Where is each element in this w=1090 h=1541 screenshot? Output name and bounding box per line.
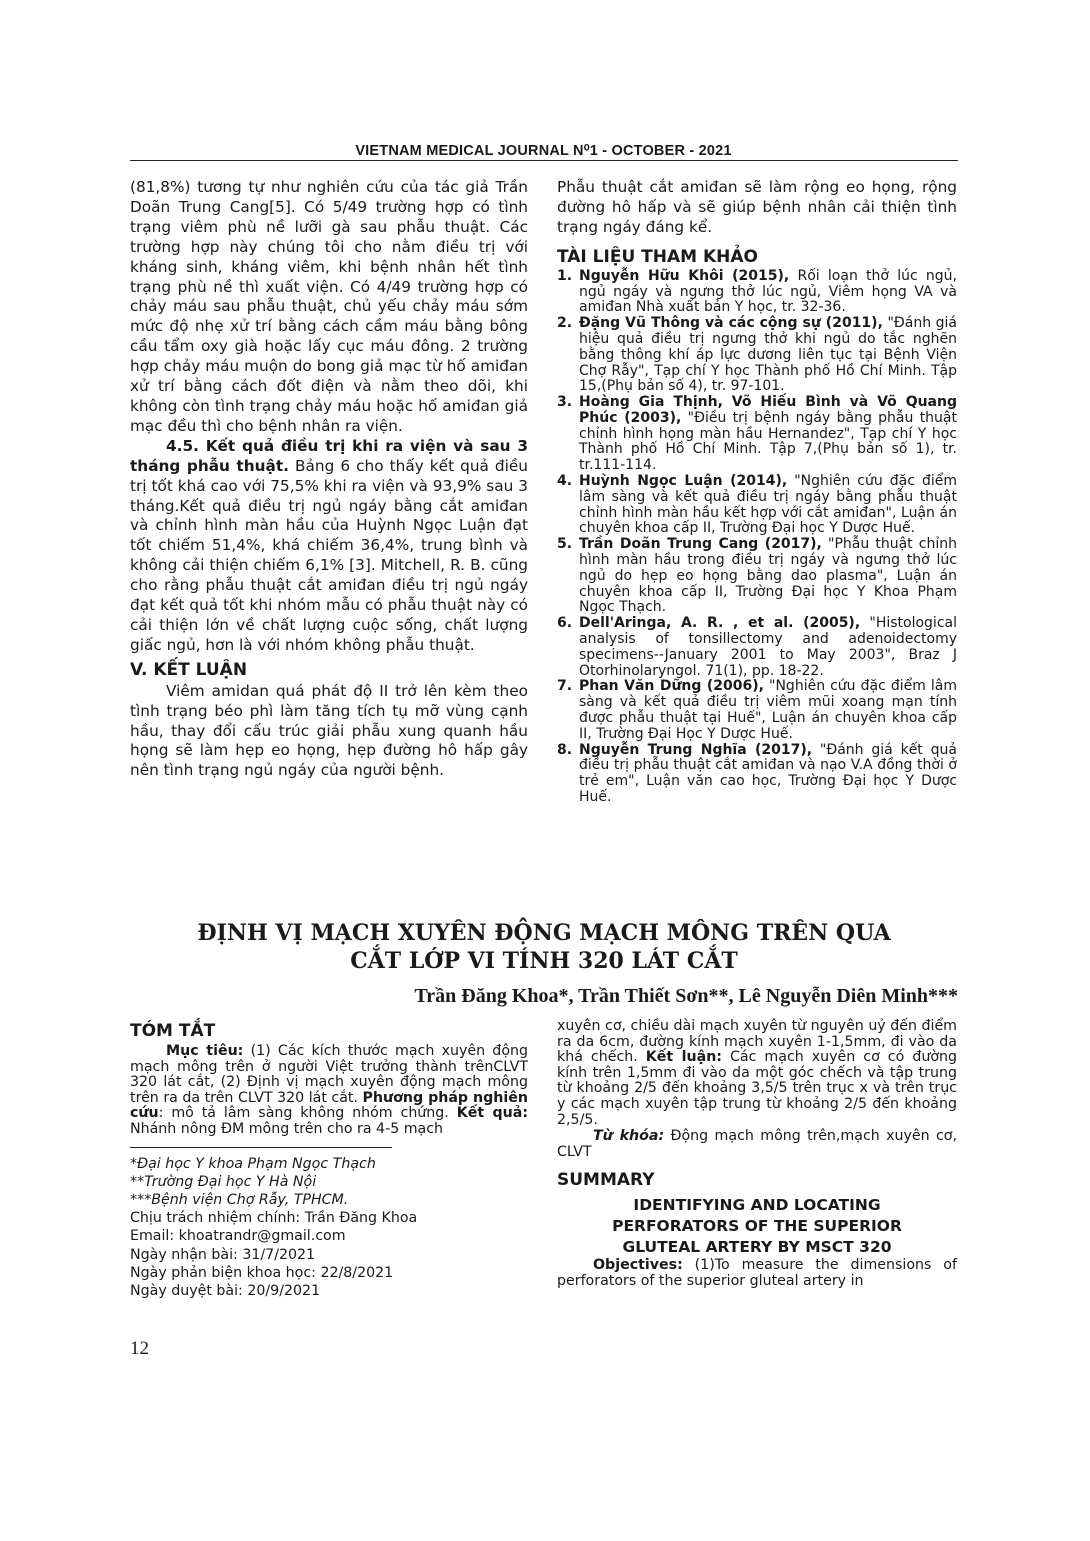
footnotes — [130, 1155, 528, 1301]
reference-number: 8. — [557, 741, 573, 758]
results-heading: 4.5. Kết quả điều trị khi ra viện và sau 3 tháng phẫu thuật. — [130, 436, 528, 475]
discussion-paragraph: (81,8%) tương tự như nghiên cứu của tác giả Trần Doãn Trung Cang[5]. Có 5/49 trường hợp có tình trạng viêm phù nề lưỡi gà sau phẫu thuật. Các trường hợp này chúng tôi cho nằm điều trị với kháng sinh, kháng viêm, khi bệnh nhân hết tình trạng phù nề thì xuất viện. Có 4/49 trường hợp có chảy máu sau phẫu thuật, chủ yếu chảy máu sớm mức độ nhẹ xử trí bằng cách cầm máu bằng bông cầu tẩm oxy già hoặc lấy cục máu đông. 2 trường hợp chảy máu muộn do bong giả mạc từ hố amiđan xử trí bằng cách đốt điện và nằm theo dõi, khi không còn tình trạng chảy máu hoặc hố amiđan giả mạc đều thì cho bệnh nhân ra viện. — [130, 178, 528, 435]
reference-number: 3. — [557, 394, 573, 411]
reference-number: 4. — [557, 473, 573, 490]
affiliation-2: **Trường Đại học Y Hà Nội — [130, 1173, 317, 1190]
result-label: Kết quả: — [456, 1105, 528, 1122]
result-text-continued: xuyên cơ, chiều dài mạch xuyên từ nguyên uỷ đến điểm ra da 6cm, đường kính mạch xuyên 1-1,5mm, đi vào da khá chếch. — [557, 1018, 957, 1066]
reference-authors: Dell'Aringa, A. R. , et al. (2005), — [579, 615, 861, 632]
reference-authors: Huỳnh Ngọc Luận (2014), — [579, 473, 788, 490]
abstract-continued — [557, 1019, 957, 1128]
reference-text: "Đánh giá hiệu quả điều trị ngưng thở khi ngủ do tắc nghẽn bằng thông khí áp lực dương liên tục tại Bệnh Viện Chợ Rẫy", Tạp chí Y học Thành phố Hồ Chí Minh. Tập 15,(Phụ bản số 4), tr. 97-101. — [579, 315, 957, 395]
journal-header: VIETNAM MEDICAL JOURNAL N⁰1 - OCTOBER - 2021 — [355, 143, 732, 159]
received-date: Ngày nhận bài: 31/7/2021 — [130, 1246, 316, 1263]
reference-number: 5. — [557, 536, 573, 553]
abstract-left-column — [130, 1021, 528, 1300]
summary-heading: SUMMARY — [557, 1170, 655, 1191]
reference-text: "Phẫu thuật chỉnh hình màn hầu trong điều trị ngáy và ngưng thở lúc ngủ do hẹp eo họng bằng dao plasma", Luận án chuyên khoa cấp II, Trường Đại học Y Khoa Phạm Ngọc Thạch. — [579, 536, 957, 616]
reference-item — [557, 616, 957, 679]
conclusion-heading: V. KẾT LUẬN — [130, 659, 248, 680]
objective-label: Mục tiêu: — [166, 1043, 244, 1059]
reference-item — [557, 474, 957, 537]
reference-item — [557, 395, 957, 474]
article-title — [130, 919, 958, 975]
reference-item — [557, 537, 957, 616]
accepted-date: Ngày duyệt bài: 20/9/2021 — [130, 1282, 321, 1299]
article-authors: Trần Đăng Khoa*, Trần Thiết Sơn**, Lê Nguyễn Diên Minh*** — [414, 985, 958, 1007]
reference-text: Rối loạn thở lúc ngủ, ngủ ngáy và ngưng thở lúc ngủ, Viêm họng VA và amiđan Nhà xuất bản Y học, tr. 32-36. — [579, 267, 957, 316]
reference-authors: Hoàng Gia Thịnh, Võ Hiếu Bình và Võ Quang Phúc (2003), — [579, 394, 957, 426]
page-number: 12 — [130, 1338, 149, 1359]
summary-title-line-3: GLUTEAL ARTERY BY MSCT 320 — [622, 1238, 892, 1257]
keywords — [557, 1129, 957, 1160]
reference-authors: Trần Doãn Trung Cang (2017), — [579, 536, 822, 553]
footnote-rule — [130, 1147, 392, 1148]
reviewed-date: Ngày phản biện khoa học: 22/8/2021 — [130, 1264, 394, 1281]
header-rule — [130, 160, 958, 161]
reference-number: 7. — [557, 678, 573, 695]
abstract-right-column — [557, 1019, 957, 1290]
reference-text: "Nghiên cứu đặc điểm lâm sàng và kết quả điều trị viêm mũi xoang mạn tính được phẫu thuật tại Huế", Luận án chuyên khoa cấp II, Trường Đại Học Y Dược Huế. — [579, 678, 957, 742]
affiliation-1: *Đại học Y khoa Phạm Ngọc Thạch — [130, 1155, 376, 1172]
conclusion-paragraph: Viêm amidan quá phát độ II trở lên kèm theo tình trạng béo phì làm tăng tích tụ mỡ vùng cạnh hầu, thay đổi cấu trúc giải phẫu xung quanh hầu họng sẽ làm hẹp eo họng, hẹp đường hô hấp gây nên tình trạng ngủ ngáy của người bệnh. — [130, 681, 528, 780]
method-label: Phương pháp nghiên cứu — [130, 1089, 528, 1122]
result-text: Nhánh nông ĐM mông trên cho ra 4-5 mạch — [130, 1120, 444, 1137]
reference-authors: Đặng Vũ Thông và các cộng sự (2011), — [579, 315, 883, 332]
conclusion-continued: Phẫu thuật cắt amiđan sẽ làm rộng eo họng, rộng đường hô hấp và sẽ giúp bệnh nhân cải thiện tình trạng ngáy đáng kể. — [557, 178, 957, 236]
objective-text: (1) Các kích thước mạch xuyên động mạch mông trên ở người Việt trưởng thành trênCLVT 320 lát cắt, (2) Định vị mạch xuyên động mạch mông trên ra da trên CLVT 320 lát cắt. — [130, 1043, 528, 1106]
reference-authors: Nguyễn Hữu Khôi (2015), — [579, 267, 790, 284]
reference-number: 1. — [557, 267, 573, 284]
summary-title — [557, 1195, 957, 1258]
corresponding-author: Chịu trách nhiệm chính: Trần Đăng Khoa — [130, 1210, 418, 1227]
reference-number: 2. — [557, 315, 573, 332]
conclusion-text: Các mạch xuyên cơ có đường kính trên 1,5mm đi vào da một góc chếch và tập trung từ khoảng 2/5 đến khoảng 3,5/5 trên trục x và trên trục y các mạch xuyên tập trung từ khoảng 2/5 đến khoảng 2,5/5. — [557, 1049, 957, 1128]
summary-paragraph — [557, 1258, 957, 1289]
results-text: Bảng 6 cho thấy kết quả điều trị tốt khá cao với 75,5% khi ra viện và 93,9% sau 3 tháng.Kết quả điều trị ngủ ngáy bằng cắt amiđan và chỉnh hình màn hầu của Huỳnh Ngọc Luận đạt tốt chiếm 51,4%, khá chiếm 36,4%, trung bình và không cải thiện chiếm 6,1% [3]. Mitchell, R. B. cũng cho rằng phẫu thuật cắt amiđan điều trị ngủ ngáy đạt kết quả tốt khi nhóm mẫu có phẫu thuật này có cải thiện lớn về chất lượng cuộc sống, chất lượng giấc ngủ, hơn là với nhóm không phẫu thuật. — [130, 456, 528, 654]
top-left-column — [130, 178, 528, 781]
reference-text: "Điều trị bệnh ngáy bằng phẫu thuật chỉnh hình họng màn hầu Hernandez", Tạp chí Y học Thành phố Hồ Chí Minh. Tập 7,(Phụ bản số 1), tr. tr.111-114. — [579, 409, 958, 474]
reference-authors: Nguyễn Trung Nghĩa (2017), — [579, 741, 813, 758]
reference-authors: Phan Văn Dững (2006), — [579, 678, 764, 695]
reference-item — [557, 269, 957, 316]
reference-list — [557, 269, 957, 806]
keywords-label: Từ khóa: — [593, 1128, 665, 1145]
reference-item — [557, 316, 957, 395]
reference-text: "Nghiên cứu đặc điểm lâm sàng và kết quả điều trị ngáy bằng phẫu thuật chỉnh hình màn hầu kết hợp với cắt amiđan", Luận án chuyên khoa cấp II, Trường Đại học Y Dược Huế. — [579, 473, 958, 537]
email: Email: khoatrandr@gmail.com — [130, 1228, 346, 1245]
conclusion-label: Kết luận: — [645, 1049, 722, 1066]
article-title-line-2: CẮT LỚP VI TÍNH 320 LÁT CẮT — [350, 948, 738, 974]
affiliation-3: ***Bệnh viện Chợ Rẫy, TPHCM. — [130, 1191, 349, 1208]
reference-item — [557, 743, 957, 806]
reference-item — [557, 679, 957, 742]
abstract-paragraph — [130, 1044, 528, 1138]
article-title-line-1: ĐỊNH VỊ MẠCH XUYÊN ĐỘNG MẠCH MÔNG TRÊN QUA — [197, 920, 891, 946]
top-right-column — [557, 178, 957, 806]
summary-objective-label: Objectives: — [593, 1257, 683, 1274]
abstract-heading: TÓM TẮT — [130, 1021, 216, 1041]
results-paragraph — [130, 437, 528, 656]
reference-text: "Đánh giá kết quả điều trị phẫu thuật cắt amiđan và nạo V.A đồng thời ở trẻ em", Luận văn cao học, Trường Đại học Y Dược Huế. — [579, 741, 957, 806]
method-text: : mô tả lâm sàng không nhóm chứng. — [158, 1105, 457, 1122]
summary-title-line-1: IDENTIFYING AND LOCATING — [633, 1196, 881, 1215]
references-heading: TÀI LIỆU THAM KHẢO — [557, 246, 758, 267]
summary-title-line-2: PERFORATORS OF THE SUPERIOR — [612, 1217, 902, 1236]
summary-objective-text: (1)To measure the dimensions of perforators of the superior gluteal artery in — [557, 1257, 957, 1289]
keywords-text: Động mạch mông trên,mạch xuyên cơ, CLVT — [557, 1128, 957, 1160]
reference-text: "Histological analysis of tonsillectomy and adenoidectomy specimens--January 2001 to May 2003", Braz J Otorhinolaryngol. 71(1), pp. 18-22. — [579, 615, 957, 679]
reference-number: 6. — [557, 615, 573, 632]
